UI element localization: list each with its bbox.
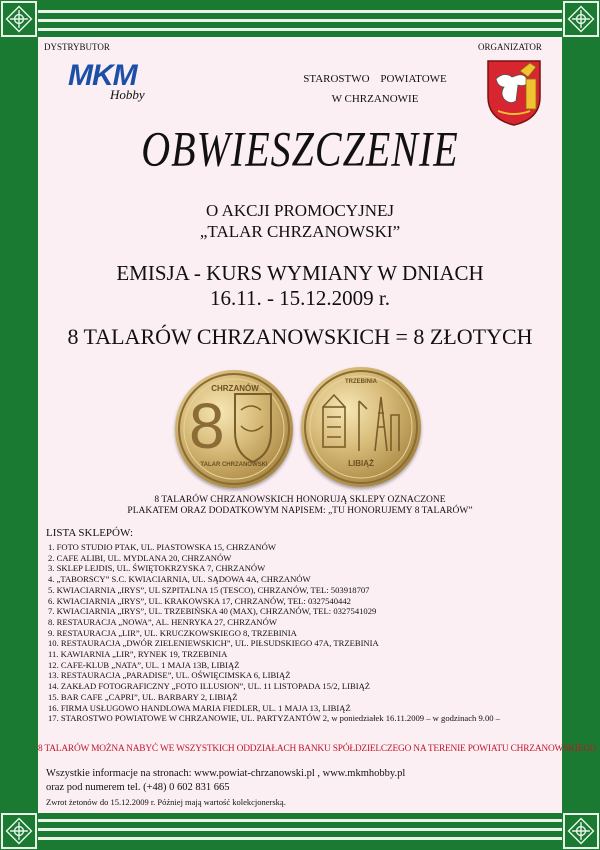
shop-list-title: LISTA SKLEPÓW: [46,527,134,539]
emission-dates: 16.11. - 15.12.2009 r. [209,286,391,310]
list-item: 4. „TABORSCY” S.C. KWIACIARNIA, UL. SĄDOWA 4A, CHRZANÓW [48,574,311,585]
list-item: 1. FOTO STUDIO PTAK, UL. PIASTOWSKA 15, CHRZANÓW [48,542,276,552]
list-item: 5. KWIACIARNIA „IRYS”, UL SZPITALNA 15 (TESCO), CHRZANÓW, TEL: 503918707 [48,584,370,595]
poster-title: OBWIESZCZENIE [141,120,459,177]
coin-back-top-text: TRZEBINIA [345,379,377,385]
list-item: 11. KAWIARNIA „LIR”, RYNEK 19, TRZEBINIA [48,649,228,660]
distributor-label: DYSTRYBUTOR [44,42,110,52]
honor-notice [38,495,562,517]
coin-front-value: 8 [189,390,225,462]
poster-paper [38,37,597,813]
bottom-border-band [38,813,562,849]
logo-subtext: Hobby [110,87,145,102]
list-item: 12. CAFE-KLUB „NATA”, UL. 1 MAJA 13B, LIBIĄŻ [48,659,240,670]
list-item: 17. STAROSTWO POWIATOWE W CHRZANOWIE, UL. PARTYZANTÓW 2, w poniedziałek 16.11.2009 – w godzinach 9.00 – [48,713,500,724]
honor-line-2: PLAKATEM ORAZ DODATKOWYM NAPISEM: „TU HONORUJEMY 8 TALARÓW” [127,506,473,516]
contact-info-line-2: oraz pod numerem tel. (+48) 0 602 831 665 [46,782,230,793]
list-item: 8. RESTAURACJA „NOWA”, AL. HENRYKA 27, CHRZANÓW [48,616,277,627]
organizer-label: ORGANIZATOR [478,42,542,52]
list-item: 15. BAR CAFE „CAPRI”, UL. BARBARY 2, LIBIĄŻ [48,691,238,702]
exchange-rate: 8 TALARÓW CHRZANOWSKICH = 8 ZŁOTYCH [67,324,533,349]
contact-info [46,767,405,795]
promo-subtitle-line-2: „TALAR CHRZANOWSKI” [199,222,401,241]
list-item: 13. RESTAURACJA „PARADISE”, UL. OŚWIĘCIMSKA 6, LIBIĄŻ [48,670,291,681]
organizer-line-2: W CHRZANOWIE [331,93,419,105]
list-item: 16. FIRMA USŁUGOWO HANDLOWA MARIA FIEDLER, UL. 1 MAJA 13, LIBIĄŻ [48,702,351,713]
return-note: Zwrot żetonów do 15.12.2009 r. Później mają wartość kolekcjonerską. [46,797,286,807]
honor-line-1: 8 TALARÓW CHRZANOWSKICH HONORUJĄ SKLEPY OZNACZONE [154,495,446,505]
logo-text: MKM [68,59,137,92]
list-item: 2. CAFE ALIBI, UL. MYDLANA 20, CHRZANÓW [48,552,232,563]
corner-ornament-top-right [563,1,599,37]
shop-list [48,542,500,724]
corner-ornament-bottom-right [563,813,599,849]
list-item: 6. KWIACIARNIA „IRYS”, UL. KRAKOWSKA 17, CHRZANÓW, TEL: 0327540442 [48,595,351,606]
coin-front-bottom-text: TALAR CHRZANOWSKI [200,462,268,468]
promo-subtitle [38,200,562,242]
mkm-hobby-logo [68,61,168,105]
organizer-name [300,69,450,109]
coin-back-bottom-text: LIBIĄŻ [348,459,374,468]
organizer-line-1: STAROSTWO POWIATOWE [303,73,447,85]
coat-of-arms-emblem [486,57,542,127]
list-item: 14. ZAKŁAD FOTOGRAFICZNY „FOTO ILLUSION”, UL. 11 LISTOPADA 15/2, LIBIĄŻ [48,681,371,692]
emission-line-1: EMISJA - KURS WYMIANY W DNIACH [116,261,484,285]
coin-front [175,370,293,488]
emission-heading [38,261,562,311]
promo-subtitle-line-1: O AKCJI PROMOCYJNEJ [206,201,394,220]
list-item: 3. SKLEP LEJDIS, UL. ŚWIĘTOKRZYSKA 7, CHRZANÓW [48,563,266,574]
corner-ornament-bottom-left [1,813,37,849]
bank-note: 8 TALARÓW MOŻNA NABYĆ WE WSZYSTKICH ODDZIAŁACH BANKU SPÓŁDZIELCZEGO NA TERENIE POWIATU CHRZANOWSKIEGO [38,744,597,754]
contact-info-line-1: Wszystkie informacje na stronach: www.powiat-chrzanowski.pl , www.mkmhobby.pl [46,768,406,779]
list-item: 7. KWIACIARNIA „IRYS”, UL. TRZEBIŃSKA 40 (MAX), CHRZANÓW, TEL: 0327541029 [48,606,377,617]
coin-back [301,367,421,487]
coin-front-top-text: CHRZANÓW [211,384,259,393]
top-border-band [38,1,562,37]
coin-back-relief [301,367,421,487]
list-item: 9. RESTAURACJA „LIR”, UL. KRUCZKOWSKIEGO 8, TRZEBINIA [48,627,297,638]
list-item: 10. RESTAURACJA „DWÓR ZIELENIEWSKICH”, UL. PIŁSUDSKIEGO 47A, TRZEBINIA [48,638,379,649]
corner-ornament-top-left [1,1,37,37]
